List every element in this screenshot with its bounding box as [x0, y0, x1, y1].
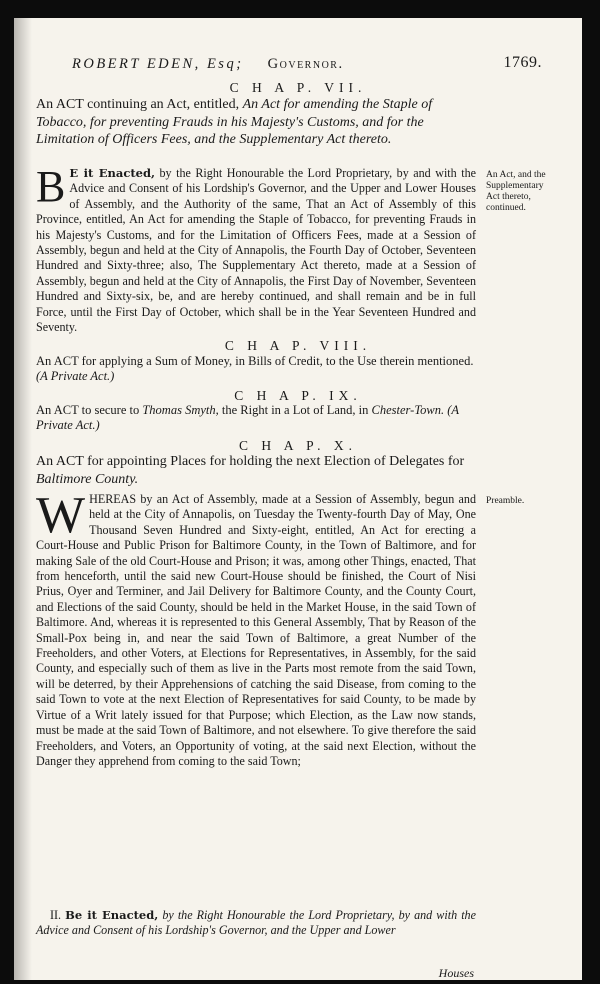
chap-vii-heading: C H A P. VII. [229, 80, 367, 95]
chap-ix-title: An ACT to secure to Thomas Smyth, the Right in a Lot of Land, in Chester-Town. (A Private Act.) [36, 403, 459, 432]
section-ii-text: by the Right Honourable the Lord Proprietary, by and with the Advice and Consent of his Lordship's Governor, and the Upper and Lower [36, 908, 476, 938]
catchword: Houses [438, 966, 474, 980]
section-number: II. [50, 908, 62, 922]
section-ii [36, 908, 476, 939]
chap-viii-title: An ACT for applying a Sum of Money, in Bills of Credit, to the Use therein mentioned. (A Private Act.) [36, 354, 474, 383]
enacting-words: E it Enacted, [69, 166, 155, 180]
chap-viii-heading: C H A P. VIII. [224, 338, 372, 353]
head-esq: Esq; [206, 56, 244, 72]
head-year: 1769. [503, 54, 542, 71]
drop-cap-b: B [36, 162, 66, 211]
chap-ix-heading: C H A P. IX. [234, 388, 362, 403]
chap-x-heading: C H A P. X. [238, 438, 358, 453]
head-name: ROBERT EDEN, [72, 56, 201, 72]
drop-cap-w: W [36, 487, 86, 544]
margin-note-preamble: Preamble. [486, 496, 525, 506]
document-page [14, 18, 582, 980]
page-gutter-shadow [14, 18, 32, 980]
chap-vii-text: by the Right Honourable the Lord Proprietary, by and with the Advice and Consent of his Lordship's Governor, and the Upper and Lower Houses of Assembly, and the Authority of the same, That an Act of Assembly of this Province, entitled, An Act for amending the Staple of Tobacco, for preventing Frauds in his Majesty's Customs, and for the Limitation of Officers Fees, made at a Session of Assembly, begun and held at the City of Annapolis, the Fourth Day of October, Seventeen Hundred and Sixty-three; also, The Supplementary Act thereto, made at a Session of Assembly, begun and held at the City of Annapolis, the First Day of November, Seventeen Hundred and Sixty-six, be, and are hereby continued, and shall remain and be in full Force, until the First Day of October, which shall be in the Year Seventeen Hundred and Seventy. [36, 166, 476, 335]
chap-x-title: An ACT for appointing Places for holding the next Election of Delegates for Baltimore County. [36, 454, 465, 487]
preamble-text: HEREAS by an Act of Assembly, made at a Session of Assembly, begun and held at the City of Annapolis, on Tuesday the Twenty-fourth Day of May, One Thousand Seven Hundred and Sixty-eight, entitled, An Act for erecting a Court-House and Public Prison for Baltimore County, in the Town of Baltimore, and for making Sale of the old Court-House and Prison; it was, among other Things, enacted, That from henceforth, until the said new Court-House should be finished, the Court of Nisi Prius, Oyer and Terminer, and Jail Delivery for Baltimore County, and the County Court, and Elections of the said County, should be held in the Market House, in the said Town of Baltimore. And, whereas it is represented to this General Assembly, That by Reason of the Small-Pox being in, and near the said Town of Baltimore, a great Number of the Freeholders, and other Voters, at Elections for Representatives, in Assembly, for the said County, and especially such of them as live in the Parts most remote from the said Town, will be deterred, by their Apprehensions of catching the said Disease, from coming to the said Town to vote at the next Election of Representatives for said County, to be made by Virtue of a Writ lately issued for that Purpose; which Election, as the Law now stands, must be made at the said Town of Baltimore, and not elsewhere. To give therefore the said Freeholders, and Voters, an Opportunity of voting, at the said next Election, without the Danger they apprehend from coming to the said Town; [36, 492, 476, 768]
chap-vii-title: An ACT continuing an Act, entitled, An Act for amending the Staple of Tobacco, for preventing Frauds in his Majesty's Customs, and for the Limitation of Officers Fees, and the Supplementary Act thereto. [36, 97, 433, 147]
chap-x-preamble [36, 487, 476, 769]
chap-vii-body [36, 162, 476, 335]
section-enacting-words: Be it Enacted, [65, 908, 159, 922]
head-office: Governor. [267, 56, 344, 72]
margin-note-vii: An Act, and the Supplementary Act thereto, continued. [486, 170, 546, 213]
running-head [72, 56, 542, 73]
